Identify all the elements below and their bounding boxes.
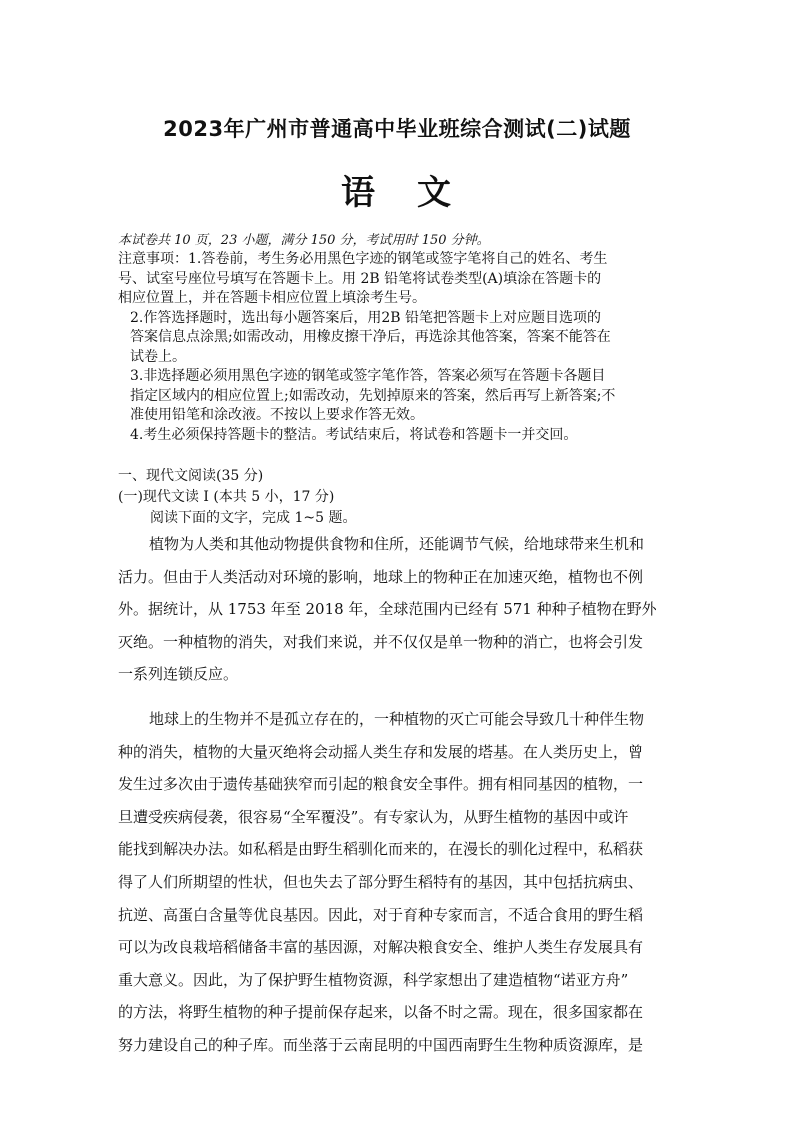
- note-line: 3.非选择题必须用黑色字迹的钢笔或签字笔作答，答案必须写在答题卡各题目: [130, 368, 606, 384]
- exam-title: 2023年广州市普通高中毕业班综合测试(二)试题: [163, 117, 631, 141]
- note-line: 准使用铅笔和涂改液。不按以上要求作答无效。: [130, 407, 424, 423]
- passage-line: 的方法，将野生植物的种子提前保存起来，以备不时之需。现在，很多国家都在: [118, 1003, 644, 1022]
- passage-line: 得了人们所期望的性状，但也失去了部分野生稻特有的基因，其中包括抗病虫、: [118, 872, 644, 891]
- subject-title: [0, 165, 794, 214]
- passage-line: 重大意义。因此，为了保护野生植物资源，科学家想出了建造植物“诺亚方舟”: [118, 970, 629, 989]
- section-heading: 一、现代文阅读(35 分): [118, 468, 264, 484]
- notes-block: [118, 250, 684, 445]
- passage-line: 一系列连锁反应。: [118, 665, 239, 684]
- passage-line: 活力。但由于人类活动对环境的影响，地球上的物种正在加速灭绝，植物也不例: [118, 567, 644, 586]
- note-line: 相应位置上，并在答题卡相应位置上填涂考生号。: [118, 290, 426, 306]
- note-line: 4.考生必须保持答题卡的整洁。考试结束后，将试卷和答题卡一并交回。: [130, 426, 578, 443]
- passage-line: 旦遭受疾病侵袭，很容易“全军覆没”。有专家认为，从野生植物的基因中或许: [118, 807, 629, 826]
- note-line: 答案信息点涂黑;如需改动，用橡皮擦干净后，再选涂其他答案，答案不能答在: [130, 329, 611, 345]
- passage-line: 可以为改良栽培稻储备丰富的基因源，对解决粮食安全、维护人类生存发展具有: [118, 938, 644, 957]
- passage-line: 能找到解决办法。如私稻是由野生稻驯化而来的，在漫长的驯化过程中，私稻获: [118, 840, 644, 859]
- note-line: 2.作答选择题时，选出每小题答案后，用2B 铅笔把答题卡上对应题目选项的: [130, 309, 602, 326]
- passage-line: 植物为人类和其他动物提供食物和住所，还能调节气候，给地球带来生机和: [149, 535, 645, 553]
- passage-line: 灭绝。一种植物的消失，对我们来说，并不仅仅是单一物种的消亡，也将会引发: [118, 632, 644, 651]
- reading-passage: [118, 528, 684, 1062]
- subject-char-1: 语: [341, 173, 377, 213]
- passage-line: 努力建设自己的种子库。而坐落于云南昆明的中国西南野生生物种质资源库，是: [118, 1035, 644, 1054]
- note-line: 试卷上。: [130, 348, 186, 365]
- subsection-heading: (一)现代文读 I (本共 5 小，17 分): [118, 489, 335, 505]
- exam-info: 本试卷共 10 页，23 小题，满分 150 分，考试用时 150 分钟。: [118, 233, 490, 248]
- passage-line: 抗逆、高蛋白含量等优良基因。因此，对于育种专家而言，不适合食用的野生稻: [118, 905, 644, 924]
- reading-instruction: 阅读下面的文字，完成 1~5 题。: [150, 510, 357, 526]
- passage-line: 地球上的生物并不是孤立存在的，一种植物的灭亡可能会导致几十种伴生物: [149, 709, 645, 728]
- note-line: 号、试室号座位号填写在答题卡上。用 2B 铅笔将试卷类型(A)填涂在答题卡的: [118, 270, 602, 287]
- note-line: 注意事项：1.答卷前，考生务必用黑色字迹的钢笔或签字笔将自己的姓名、考生: [118, 251, 608, 267]
- passage-line: 种的消失，植物的大量灭绝将会动摇人类生存和发展的塔基。在人类历史上，曾: [118, 742, 644, 761]
- subject-char-2: 文: [417, 173, 453, 213]
- passage-line: 发生过多次由于遗传基础狭窄而引起的粮食安全事件。拥有相同基因的植物，一: [118, 775, 644, 794]
- passage-line: 外。据统计，从 1753 年至 2018 年，全球范围内已经有 571 种种子植物在野外: [118, 600, 657, 619]
- note-line: 指定区域内的相应位置上;如需改动，先划掉原来的答案，然后再写上新答案;不: [130, 387, 616, 404]
